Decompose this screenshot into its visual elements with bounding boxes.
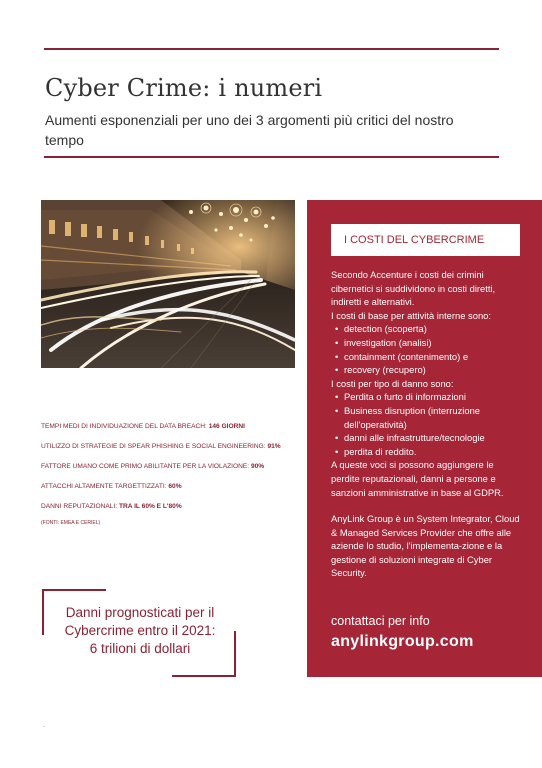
stat-item: ATTACCHI ALTAMENTE TARGETTIZZATI: 60% <box>41 483 182 490</box>
top-rule <box>44 48 499 50</box>
bullet-icon: • <box>335 350 339 362</box>
bullet-icon: • <box>335 391 339 403</box>
contact-label: contattaci per info <box>331 614 430 628</box>
list-item: • Perdita o furto di informazioni <box>335 391 466 403</box>
quote-text: Danni prognosticati per il Cybercrime entro il 2021: 6 trilioni di dollari <box>64 605 216 656</box>
stat-item: FATTORE UMANO COME PRIMO ABILITANTE PER LA VIOLAZIONE: 90% <box>41 463 265 470</box>
panel-body <box>331 268 523 580</box>
bullet-icon: • <box>335 432 339 444</box>
bullet-icon: • <box>335 364 339 376</box>
extra-costs-text: A queste voci si possono aggiungere le perdite reputazionali, danni a persone e sanzioni amministrative in base al GDPR. <box>331 459 504 498</box>
list-item: • containment (contenimento) e <box>335 350 469 362</box>
quote-frame-bottom <box>172 675 236 677</box>
page-title: Cyber Crime: i numeri <box>45 74 323 102</box>
company-description: AnyLink Group è un System Integrator, Cloud & Managed Services Provider che offre alle aziende lo studio, l'implementa-zione e la gestione di soluzioni integrate di Cyber Security. <box>331 513 520 579</box>
page-subtitle: Aumenti esponenziali per uno dei 3 argomenti più critici del nostro tempo <box>45 112 454 148</box>
stat-item: DANNI REPUTAZIONALI: TRA IL 60% E L'80% <box>41 503 182 510</box>
list-item: • investigation (analisi) <box>335 336 432 348</box>
list-item: • detection (scoperta) <box>335 323 427 335</box>
sources-note: (FONTI: EMEA E CERIEL) <box>41 520 101 526</box>
panel-heading: I COSTI DEL CYBERCRIME <box>331 224 520 256</box>
base-costs-intro: I costi di base per attività interne sono: <box>331 309 491 321</box>
list-item: • danni alle infrastrutture/tecnologie <box>335 432 485 444</box>
page-mark: - <box>43 724 45 730</box>
stats-list <box>41 422 281 526</box>
website-link[interactable]: anylinkgroup.com <box>331 633 474 650</box>
list-item: • perdita di reddito. <box>335 445 417 457</box>
stat-item: TEMPI MEDI DI INDIVIDUAZIONE DEL DATA BREACH: 146 GIORNI <box>41 423 245 430</box>
bottom-rule <box>44 156 499 158</box>
bullet-icon: • <box>335 323 339 335</box>
bullet-icon: • <box>335 336 339 348</box>
damage-costs-intro: I costi per tipo di danno sono: <box>331 377 454 389</box>
stat-item: UTILIZZO DI STRATEGIE DI SPEAR PHISHING E SOCIAL ENGINEERING: 91% <box>41 443 281 450</box>
quote-frame-left <box>42 589 44 635</box>
costs-panel <box>307 200 542 677</box>
panel-intro: Secondo Accenture i costi dei crimini cibernetici si suddividono in costi diretti, indiretti e alternativi. <box>331 269 496 308</box>
bullet-icon: • <box>335 445 339 457</box>
quote-frame-top <box>42 589 106 591</box>
quote-frame-right <box>234 631 236 677</box>
city-light-trails-photo <box>41 200 295 368</box>
list-item: • recovery (recupero) <box>335 364 426 376</box>
quote-box <box>42 589 236 677</box>
damage-costs-list <box>331 390 523 458</box>
bullet-icon: • <box>335 404 339 416</box>
list-item: • Business disruption (interruzione dell'operatività) <box>335 404 481 430</box>
base-costs-list <box>331 322 523 376</box>
